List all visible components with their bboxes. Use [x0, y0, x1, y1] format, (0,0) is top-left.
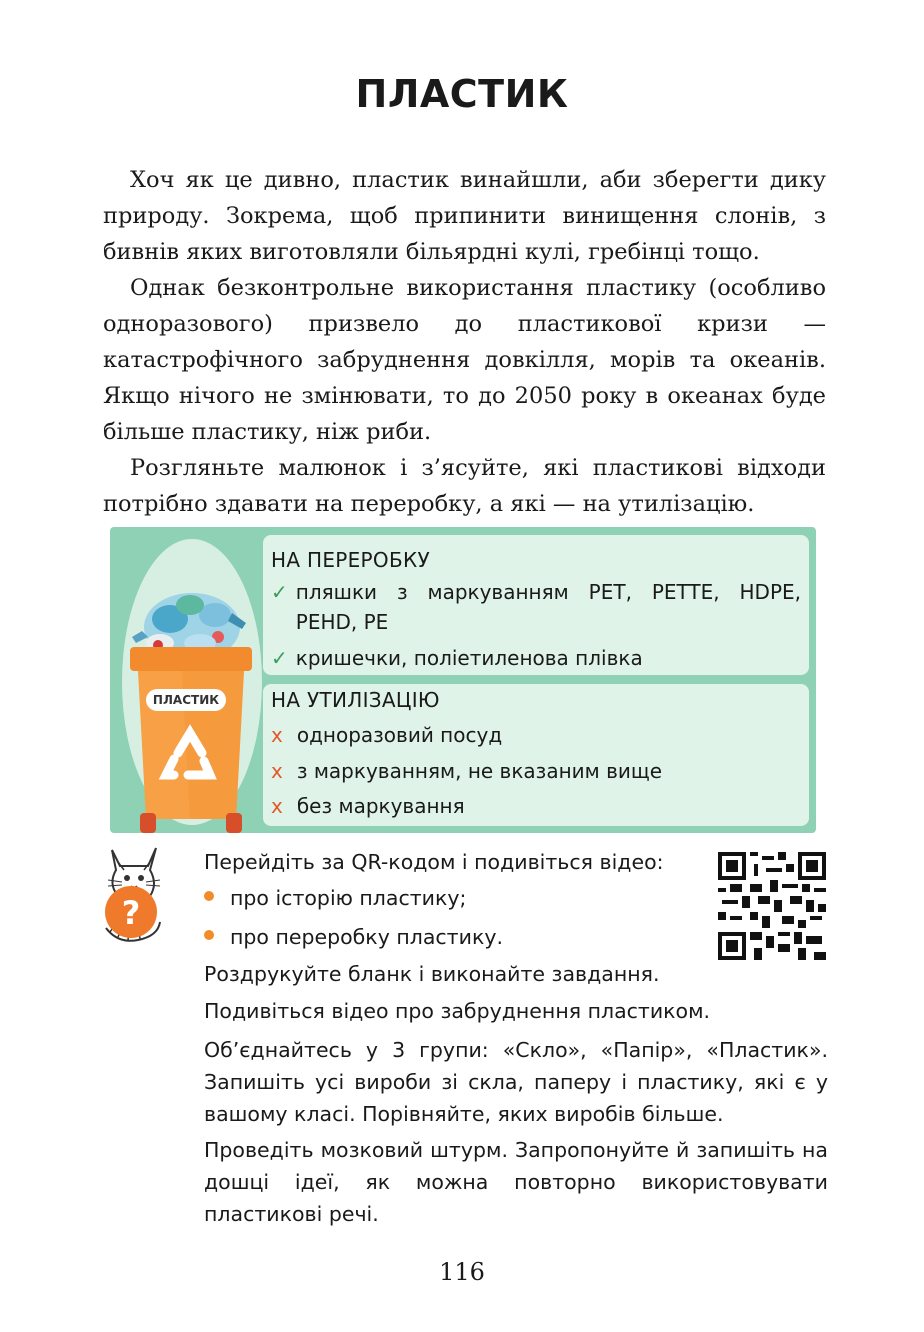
paragraph-intro: Хоч як це дивно, пластик винайшли, аби зберегти дику природу. Зокрема, щоб припинити винищення слонів, з бивнів яких виготовляли більярдні кулі, гребінці тощо.: [103, 167, 826, 265]
qr-bullet-item: про переробку пластику.: [204, 921, 828, 953]
paragraph-task: Розгляньте малюнок і з’ясуйте, які пластикові відходи потрібно здавати на переробку, а які — на утилізацію.: [103, 455, 826, 517]
dispose-item: x з маркуванням, не вказаним вище: [271, 759, 663, 783]
dispose-heading: НА УТИЛІЗАЦІЮ: [271, 688, 440, 712]
task-print-form: Роздрукуйте бланк і виконайте завдання.: [204, 962, 660, 986]
task-watch-video: Подивіться відео про забруднення пластиком.: [204, 999, 711, 1023]
cross-icon: x: [271, 723, 283, 747]
bullet-icon: [204, 891, 214, 901]
bin-label: ПЛАСТИК: [152, 693, 220, 707]
qr-intro-text: Перейдіть за QR-кодом і подивіться відео:: [204, 850, 664, 874]
paragraph-crisis: Однак безконтрольне використання пластику (особливо одноразового) призвело до пластикової кризи — катастрофічного забруднення довкілля, морів та океанів. Якщо нічого не змінювати, то до 2050 року в океанах буде більше пластику, ніж риби.: [103, 275, 826, 445]
cat-question-icon: [98, 840, 170, 945]
recycle-item: ✓ кришечки, поліетиленова плівка: [271, 643, 801, 673]
dispose-item: x одноразовий посуд: [271, 723, 503, 747]
page-title: ПЛАСТИК: [355, 72, 569, 116]
page-number: 116: [439, 1258, 485, 1286]
recycle-item: ✓ пляшки з маркуванням PET, PETTE, HDPE, PEHD, PE: [271, 577, 801, 637]
qr-code-icon[interactable]: [718, 852, 826, 960]
task-brainstorm: Проведіть мозковий штурм. Запропонуйте й запишіть на дошці ідеї, як можна повторно використовувати пластикові речі.: [204, 1138, 828, 1226]
recycle-heading: НА ПЕРЕРОБКУ: [271, 548, 430, 572]
bullet-icon: [204, 930, 214, 940]
recycle-panel: [263, 535, 809, 675]
svg-text:?: ?: [121, 894, 141, 932]
cross-icon: x: [271, 759, 283, 783]
dispose-panel: [263, 684, 809, 826]
task-group-work: Об’єднайтесь у 3 групи: «Скло», «Папір», «Пластик». Запишіть усі вироби зі скла, паперу і пластику, які є у вашому класі. Порівняйте, яких виробів більше.: [204, 1038, 828, 1126]
check-icon: ✓: [271, 580, 288, 604]
plastic-sorting-infobox: [110, 527, 816, 833]
check-icon: ✓: [271, 646, 288, 670]
cross-icon: x: [271, 794, 283, 818]
qr-bullet-item: про історію пластику;: [204, 882, 828, 914]
bin-lid: [130, 647, 252, 671]
dispose-item: x без маркування: [271, 794, 465, 818]
